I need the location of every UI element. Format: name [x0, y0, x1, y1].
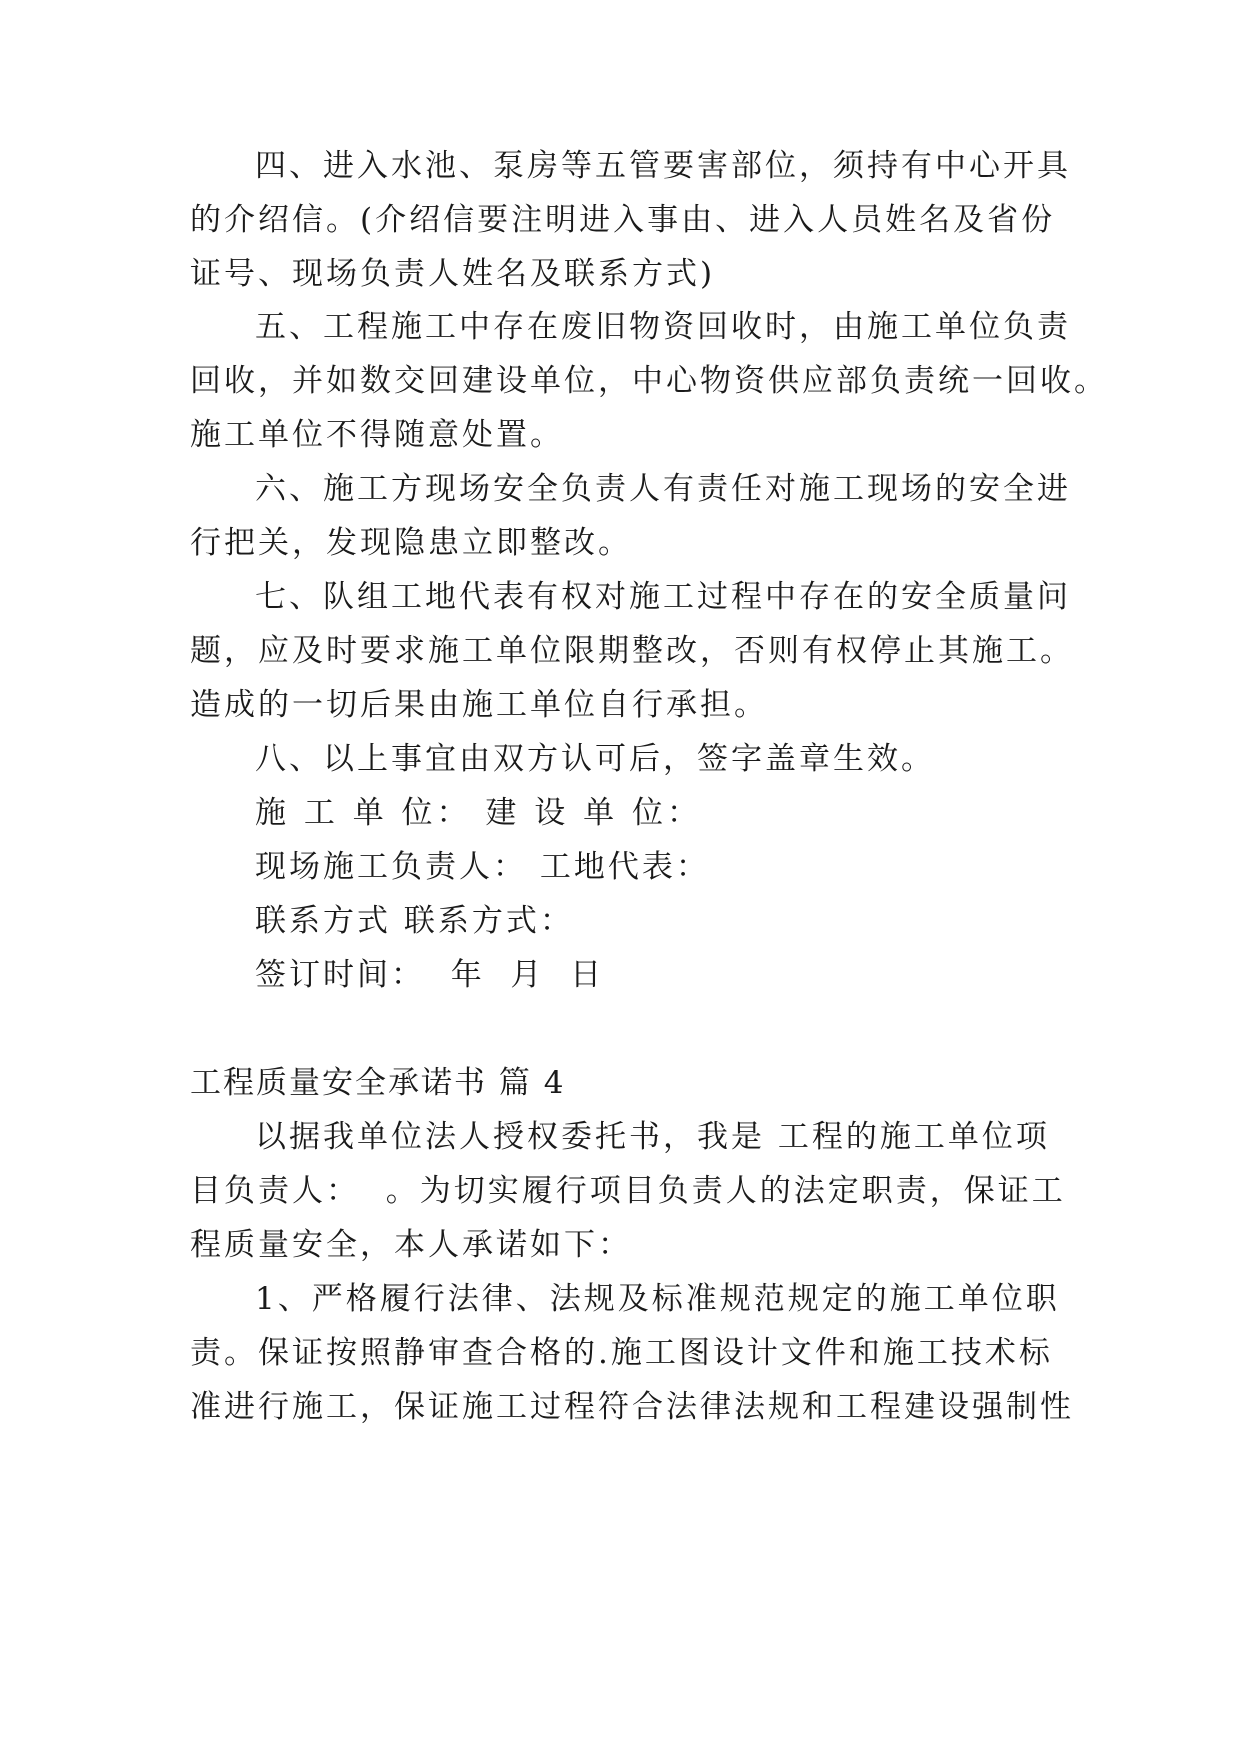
- signature-field-line: 签订时间： 年 月 日: [255, 957, 605, 993]
- paragraph-line: 目负责人： 。为切实履行项目负责人的法定职责，保证工: [190, 1173, 1066, 1209]
- paragraph-line: 六、施工方现场安全负责人有责任对施工现场的安全进: [255, 471, 1071, 507]
- paragraph-line: 七、队组工地代表有权对施工过程中存在的安全质量问: [255, 579, 1071, 615]
- paragraph-line: 行把关，发现隐患立即整改。: [190, 525, 632, 561]
- paragraph-line: 八、以上事宜由双方认可后，签字盖章生效。: [255, 741, 935, 777]
- paragraph-line: 造成的一切后果由施工单位自行承担。: [190, 687, 768, 723]
- section-heading: 工程质量安全承诺书 篇 4: [190, 1065, 566, 1101]
- signature-field-line: 施 工 单 位： 建 设 单 位：: [255, 795, 702, 831]
- paragraph-line: 准进行施工，保证施工过程符合法律法规和工程建设强制性: [190, 1389, 1074, 1425]
- paragraph-line: 施工单位不得随意处置。: [190, 417, 564, 453]
- paragraph-line: 的介绍信。(介绍信要注明进入事由、进入人员姓名及省份: [190, 202, 1056, 238]
- paragraph-line: 程质量安全，本人承诺如下：: [190, 1227, 632, 1263]
- paragraph-line: 四、进入水池、泵房等五管要害部位，须持有中心开具: [255, 148, 1071, 184]
- paragraph-line: 五、工程施工中存在废旧物资回收时，由施工单位负责: [255, 309, 1071, 345]
- signature-field-line: 现场施工负责人： 工地代表：: [255, 849, 710, 885]
- paragraph-line: 证号、现场负责人姓名及联系方式): [190, 256, 716, 292]
- paragraph-line: 责。保证按照静审查合格的.施工图设计文件和施工技术标: [190, 1335, 1053, 1371]
- paragraph-line: 题，应及时要求施工单位限期整改，否则有权停止其施工。: [190, 633, 1074, 669]
- paragraph-line: 回收，并如数交回建设单位，中心物资供应部负责统一回收。: [190, 363, 1108, 399]
- paragraph-line: 以据我单位法人授权委托书，我是 工程的施工单位项: [255, 1119, 1050, 1155]
- paragraph-line: 1、严格履行法律、法规及标准规范规定的施工单位职: [255, 1281, 1060, 1317]
- signature-field-line: 联系方式 联系方式：: [255, 903, 574, 939]
